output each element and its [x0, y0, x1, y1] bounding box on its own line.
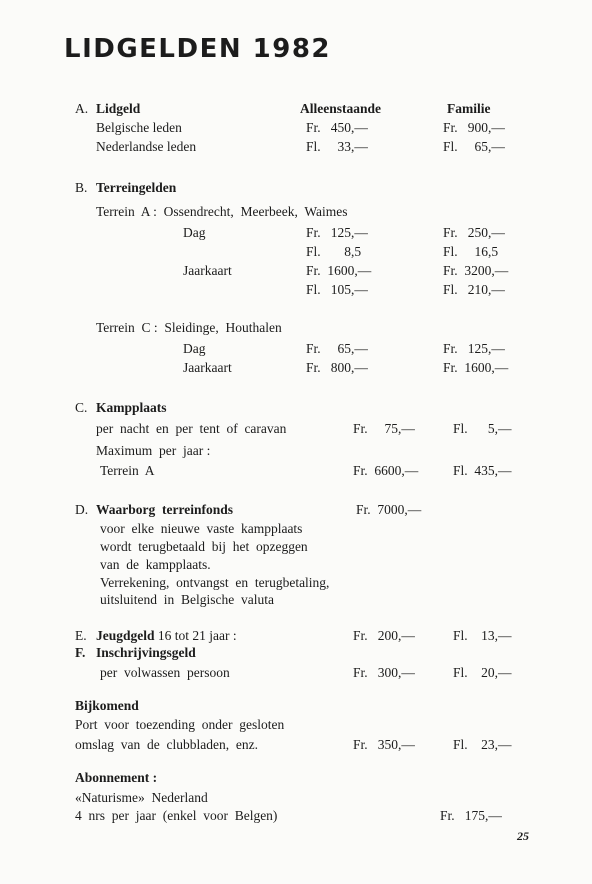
row-label: Nederlandse leden: [96, 139, 197, 154]
row-label: Maximum per jaar :: [96, 443, 211, 458]
row-value-family: Fr. 3200,—: [443, 263, 509, 278]
bijkomend-heading: Bijkomend: [75, 698, 139, 713]
row-value-single: Fr. 800,—: [306, 360, 368, 375]
row-value-fr: Fr. 75,—: [353, 421, 415, 436]
section-e-text: [96, 628, 237, 644]
terrein-a-label: Terrein A : Ossendrecht, Meerbeek, Waimes: [96, 204, 348, 219]
text-line: voor elke nieuwe vaste kampplaats: [100, 521, 303, 536]
row-label: Jaarkaart: [183, 360, 232, 375]
section-a-heading: Lidgeld: [96, 101, 141, 116]
row-value-single: Fr. 450,—: [306, 120, 368, 135]
section-f-letter: F.: [75, 645, 86, 660]
section-d-heading: Waarborg terreinfonds: [96, 502, 233, 517]
text-line: Port voor toezending onder gesloten: [75, 717, 285, 732]
row-value-single: Fr. 65,—: [306, 341, 368, 356]
row-value-fr: Fr. 175,—: [440, 808, 502, 823]
text-line: uitsluitend in Belgische valuta: [100, 592, 274, 607]
row-label: per nacht en per tent of caravan: [96, 421, 287, 436]
row-value-family: Fr. 250,—: [443, 225, 505, 240]
row-value-fl: Fl. 23,—: [453, 737, 512, 752]
row-value-fl: Fl. 435,—: [453, 463, 512, 478]
row-value-family: Fl. 210,—: [443, 282, 505, 297]
row-label: Terrein A: [100, 463, 155, 478]
row-value-family: Fr. 125,—: [443, 341, 505, 356]
terrein-c-label: Terrein C : Sleidinge, Houthalen: [96, 320, 282, 335]
text-line: Verrekening, ontvangst en terugbetaling,: [100, 575, 330, 590]
row-value-single: Fl. 33,—: [306, 139, 368, 154]
text-line: omslag van de clubbladen, enz.: [75, 737, 258, 752]
section-c-letter: C.: [75, 400, 88, 415]
row-value-family: Fr. 900,—: [443, 120, 505, 135]
section-b-heading: Terreingelden: [96, 180, 177, 195]
row-value-fl: Fl. 13,—: [453, 628, 512, 643]
section-c-heading: Kampplaats: [96, 400, 167, 415]
row-value-fr: Fr. 7000,—: [356, 502, 422, 517]
text-line: wordt terugbetaald bij het opzeggen: [100, 539, 308, 554]
section-f-heading: Inschrijvingsgeld: [96, 645, 196, 660]
column-header-family: Familie: [447, 101, 491, 116]
row-label: Dag: [183, 225, 206, 240]
row-value-family: Fl. 65,—: [443, 139, 505, 154]
row-label: Dag: [183, 341, 206, 356]
row-value-fr: Fr. 200,—: [353, 628, 415, 643]
row-value-fr: Fr. 6600,—: [353, 463, 419, 478]
section-b-letter: B.: [75, 180, 88, 195]
row-value-single: Fl. 8,5: [306, 244, 362, 259]
row-value-fr: Fr. 350,—: [353, 737, 415, 752]
row-value-single: Fr. 125,—: [306, 225, 368, 240]
row-value-family: Fr. 1600,—: [443, 360, 509, 375]
text-line: 4 nrs per jaar (enkel voor Belgen): [75, 808, 278, 823]
page-number: 25: [517, 829, 529, 843]
row-value-single: Fr. 1600,—: [306, 263, 372, 278]
abonnement-heading: Abonnement :: [75, 770, 158, 785]
row-value-family: Fl. 16,5: [443, 244, 499, 259]
section-d-letter: D.: [75, 502, 89, 517]
text-line: van de kampplaats.: [100, 557, 211, 572]
section-e-letter: E.: [75, 628, 87, 643]
section-a-letter: A.: [75, 101, 89, 116]
section-e-rest: 16 tot 21 jaar :: [154, 628, 237, 643]
row-value-single: Fl. 105,—: [306, 282, 368, 297]
row-label: Jaarkaart: [183, 263, 232, 278]
row-value-fr: Fr. 300,—: [353, 665, 415, 680]
text-line: «Naturisme» Nederland: [75, 790, 208, 805]
row-value-fl: Fl. 5,—: [453, 421, 512, 436]
section-e-heading: Jeugdgeld: [96, 628, 155, 643]
row-label: Belgische leden: [96, 120, 182, 135]
row-value-fl: Fl. 20,—: [453, 665, 512, 680]
column-header-single: Alleenstaande: [300, 101, 381, 116]
page-title: LIDGELDEN 1982: [64, 34, 332, 64]
row-label: per volwassen persoon: [100, 665, 230, 680]
